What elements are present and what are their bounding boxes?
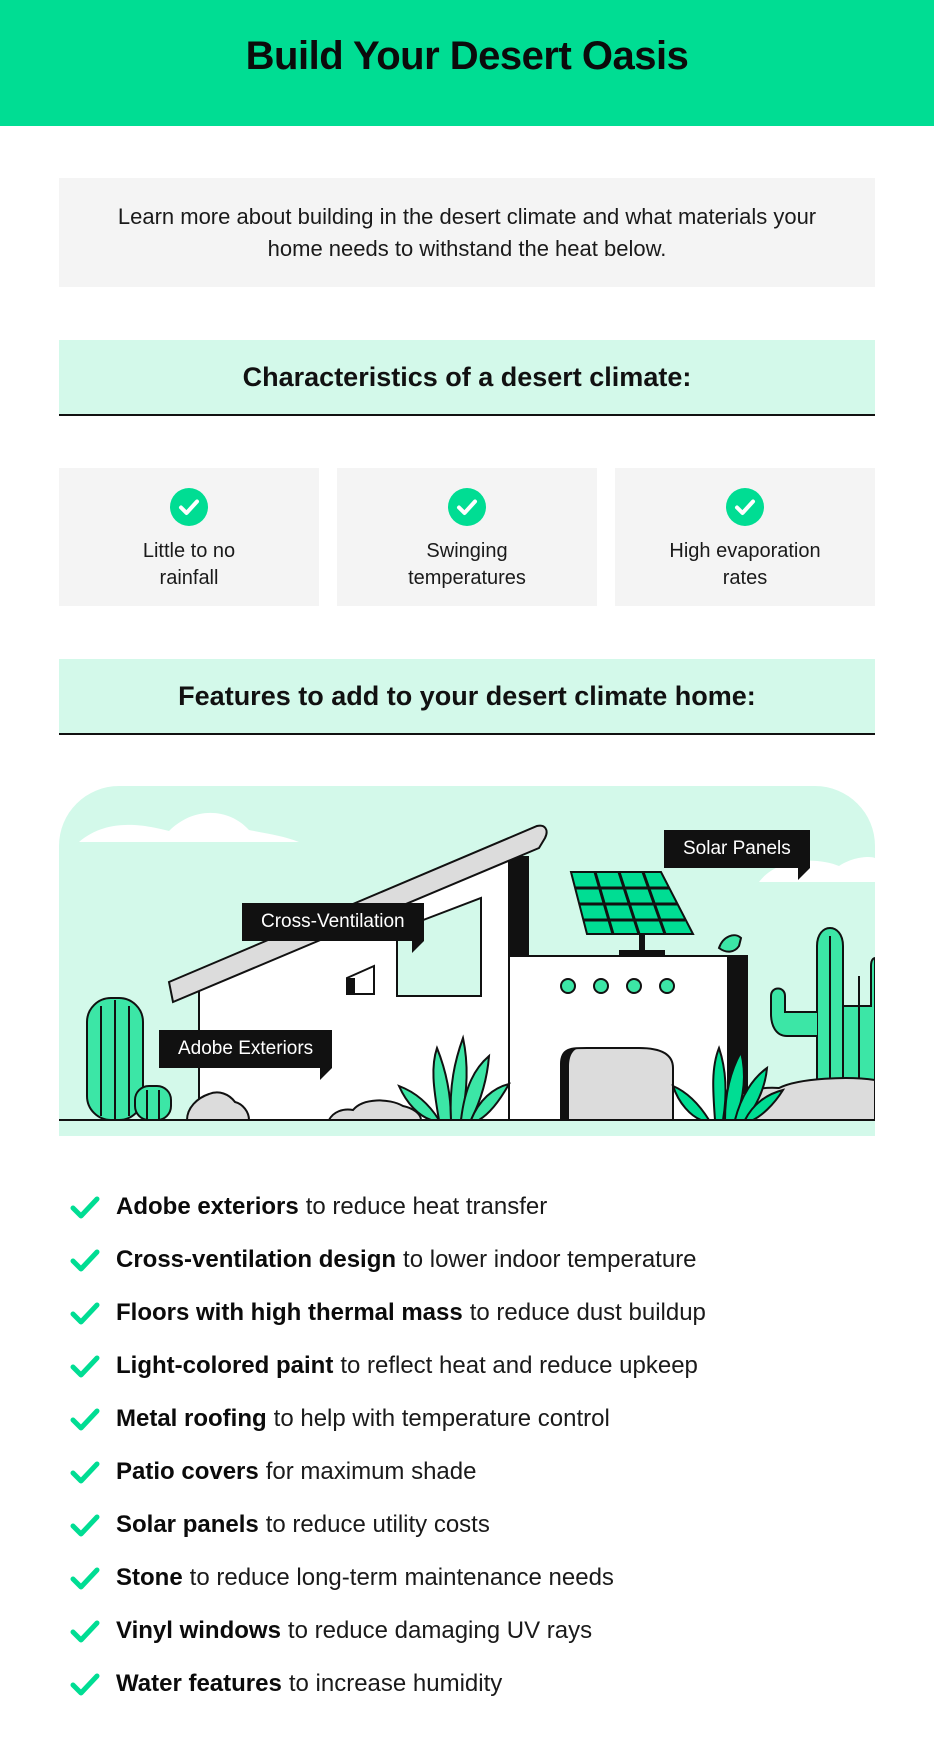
check-icon	[70, 1459, 100, 1485]
feature-name: Adobe exteriors	[116, 1192, 299, 1220]
feature-name: Solar panels	[116, 1510, 259, 1538]
feature-name: Water features	[116, 1669, 282, 1697]
list-item	[70, 1339, 870, 1392]
callout-solar-panels: Solar Panels	[664, 830, 810, 868]
callout-adobe-exteriors: Adobe Exteriors	[159, 1030, 332, 1068]
features-heading: Features to add to your desert climate home:	[178, 680, 756, 711]
list-item	[70, 1286, 870, 1339]
feature-name: Metal roofing	[116, 1404, 267, 1432]
check-icon	[70, 1247, 100, 1273]
check-icon	[70, 1671, 100, 1697]
characteristic-label-line: High evaporation	[669, 540, 821, 562]
feature-name: Patio covers	[116, 1457, 259, 1485]
intro-text: Learn more about building in the desert climate and what materials your home needs to withstand the heat below.	[117, 203, 817, 261]
feature-benefit: to lower indoor temperature	[403, 1245, 697, 1273]
list-item	[70, 1392, 870, 1445]
list-item	[70, 1180, 870, 1233]
list-item	[70, 1498, 870, 1551]
list-item	[70, 1233, 870, 1286]
characteristic-card	[59, 468, 319, 606]
desert-house-illustration	[59, 786, 875, 1136]
feature-benefit: to reduce dust buildup	[469, 1298, 706, 1326]
feature-name: Stone	[116, 1563, 183, 1591]
feature-benefit: to help with temperature control	[273, 1404, 610, 1432]
header-banner	[0, 0, 934, 126]
list-item	[70, 1551, 870, 1604]
features-heading-bar	[59, 659, 875, 735]
check-icon	[70, 1194, 100, 1220]
intro-box	[59, 178, 875, 287]
feature-benefit: to reduce damaging UV rays	[287, 1616, 593, 1644]
characteristic-label	[645, 538, 845, 592]
characteristics-cards	[59, 468, 875, 606]
feature-benefit: to reduce heat transfer	[305, 1192, 548, 1220]
check-circle-icon	[448, 488, 486, 526]
check-icon	[70, 1353, 100, 1379]
check-icon	[70, 1512, 100, 1538]
check-icon	[70, 1406, 100, 1432]
features-list	[70, 1180, 870, 1710]
feature-name: Vinyl windows	[116, 1616, 281, 1644]
check-icon	[70, 1300, 100, 1326]
feature-benefit: to reflect heat and reduce upkeep	[340, 1351, 698, 1379]
feature-benefit: to reduce long-term maintenance needs	[189, 1563, 614, 1591]
characteristic-card	[337, 468, 597, 606]
page-title: Build Your Desert Oasis	[245, 34, 689, 78]
characteristic-card	[615, 468, 875, 606]
feature-benefit: to reduce utility costs	[265, 1510, 490, 1538]
list-item	[70, 1604, 870, 1657]
characteristic-label-line: temperatures	[408, 567, 526, 589]
feature-benefit: for maximum shade	[265, 1457, 477, 1485]
feature-name: Floors with high thermal mass	[116, 1298, 463, 1326]
check-circle-icon	[170, 488, 208, 526]
feature-name: Cross-ventilation design	[116, 1245, 397, 1273]
characteristic-label	[367, 538, 567, 592]
feature-name: Light-colored paint	[116, 1351, 334, 1379]
characteristics-heading: Characteristics of a desert climate:	[242, 361, 692, 392]
characteristic-label-line: Swinging	[426, 540, 508, 562]
list-item	[70, 1657, 870, 1710]
characteristic-label-line: Little to no	[142, 540, 236, 562]
characteristic-label-line: rainfall	[159, 567, 219, 589]
feature-benefit: to increase humidity	[288, 1669, 503, 1697]
check-icon	[70, 1565, 100, 1591]
characteristic-label	[89, 538, 289, 592]
check-icon	[70, 1618, 100, 1644]
callout-cross-ventilation: Cross-Ventilation	[242, 903, 424, 941]
characteristics-heading-bar	[59, 340, 875, 416]
list-item	[70, 1445, 870, 1498]
check-circle-icon	[726, 488, 764, 526]
characteristic-label-line: rates	[722, 567, 768, 589]
